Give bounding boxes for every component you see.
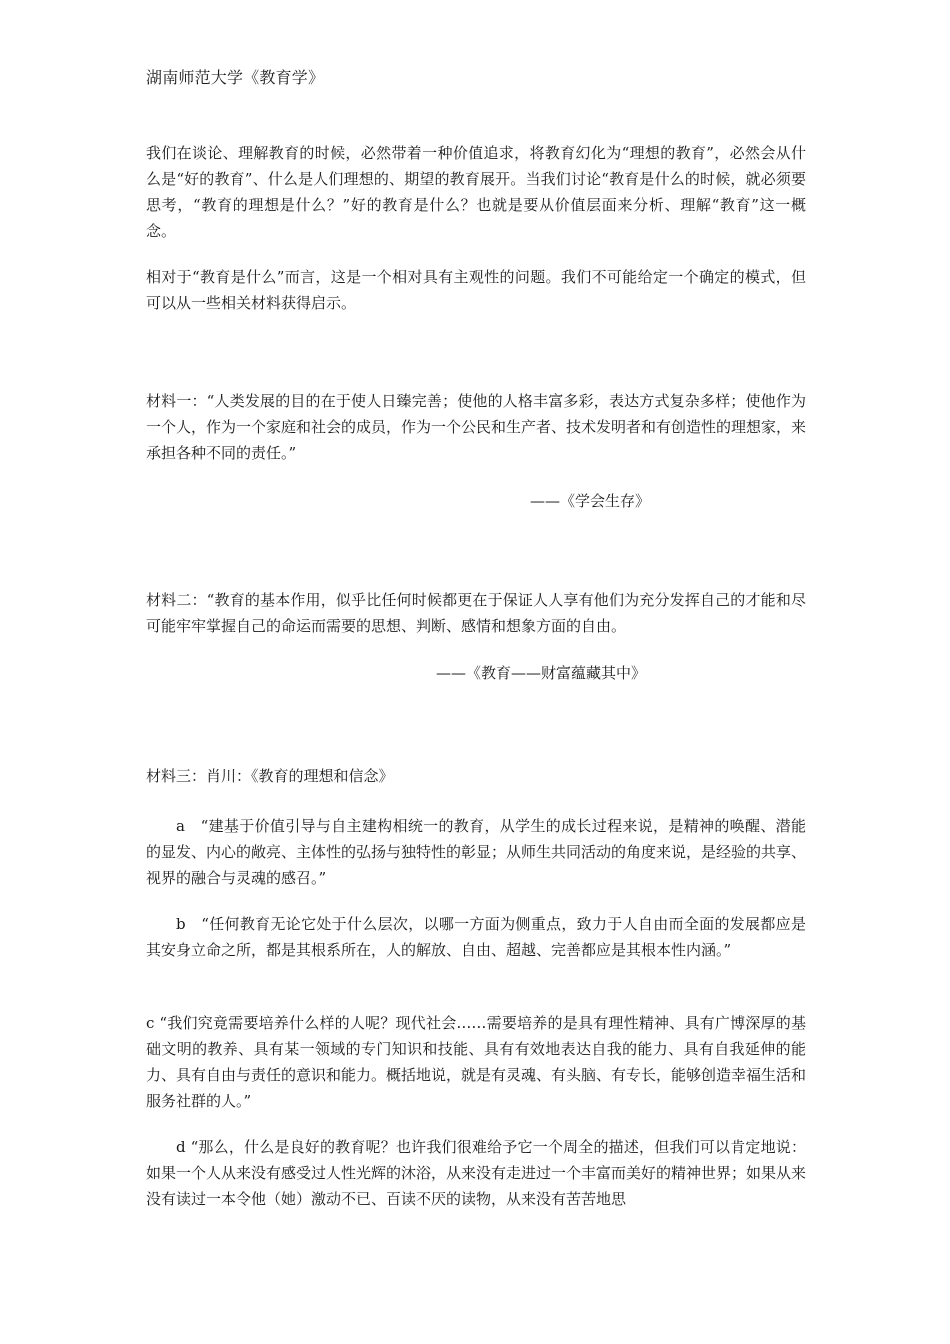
intro-paragraph-1: 我们在谈论、理解教育的时候，必然带着一种价值追求，将教育幻化为“理想的教育”，必然会从什么是“好的教育”、什么是人们理想的、期望的教育展开。当我们讨论“教育是什么的时候，就必须要思考，“教育的理想是什么？”好的教育是什么？也就是要从价值层面来分析、理解“教育”这一概念。: [146, 144, 806, 240]
material-2-source: ——《教育——财富蕴藏其中》: [436, 664, 647, 682]
material-3-item-a: a “建基于价值引导与自主建构相统一的教育，从学生的成长过程来说，是精神的唤醒、潜能的显发、内心的敞亮、主体性的弘扬与独特性的彰显；从师生共同活动的角度来说，是经验的共享、视界的融合与灵魂的感召。”: [146, 817, 807, 887]
intro-paragraph-2: 相对于“教育是什么”而言，这是一个相对具有主观性的问题。我们不可能给定一个确定的模式，但可以从一些相关材料获得启示。: [146, 268, 806, 312]
document-header: 湖南师范大学《教育学》: [146, 68, 325, 87]
material-3-item-d: d “那么，什么是良好的教育呢？也许我们很难给予它一个周全的描述，但我们可以肯定地说：如果一个人从来没有感受过人性光辉的沐浴，从来没有走进过一个丰富而美好的精神世界；如果从来没有读过一本令他（她）激动不已、百读不厌的读物，从来没有苦苦地思: [146, 1138, 807, 1208]
material-3-item-c: c “我们究竟需要培养什么样的人呢？现代社会……需要培养的是具有理性精神、具有广博深厚的基础文明的教养、具有某一领域的专门知识和技能、具有有效地表达自我的能力、具有自我延伸的能力、具有自由与责任的意识和能力。概括地说，就是有灵魂、有头脑、有专长，能够创造幸福生活和服务社群的人。”: [146, 1014, 807, 1110]
material-1-text: 材料一：“人类发展的目的在于使人日臻完善；使他的人格丰富多彩，表达方式复杂多样；使他作为一个人，作为一个家庭和社会的成员，作为一个公民和生产者、技术发明者和有创造性的理想家，来承担各种不同的责任。”: [146, 392, 807, 462]
material-1-source: ——《学会生存》: [530, 492, 651, 510]
material-3-item-b: b “任何教育无论它处于什么层次，以哪一方面为侧重点，致力于人自由而全面的发展都应是其安身立命之所，都是其根系所在，人的解放、自由、超越、完善都应是其根本性内涵。”: [146, 915, 806, 959]
material-2-text: 材料二：“教育的基本作用，似乎比任何时候都更在于保证人人享有他们为充分发挥自己的才能和尽可能牢牢掌握自己的命运而需要的思想、判断、感情和想象方面的自由。: [146, 591, 806, 635]
material-3-title: 材料三：肖川：《教育的理想和信念》: [146, 767, 394, 785]
